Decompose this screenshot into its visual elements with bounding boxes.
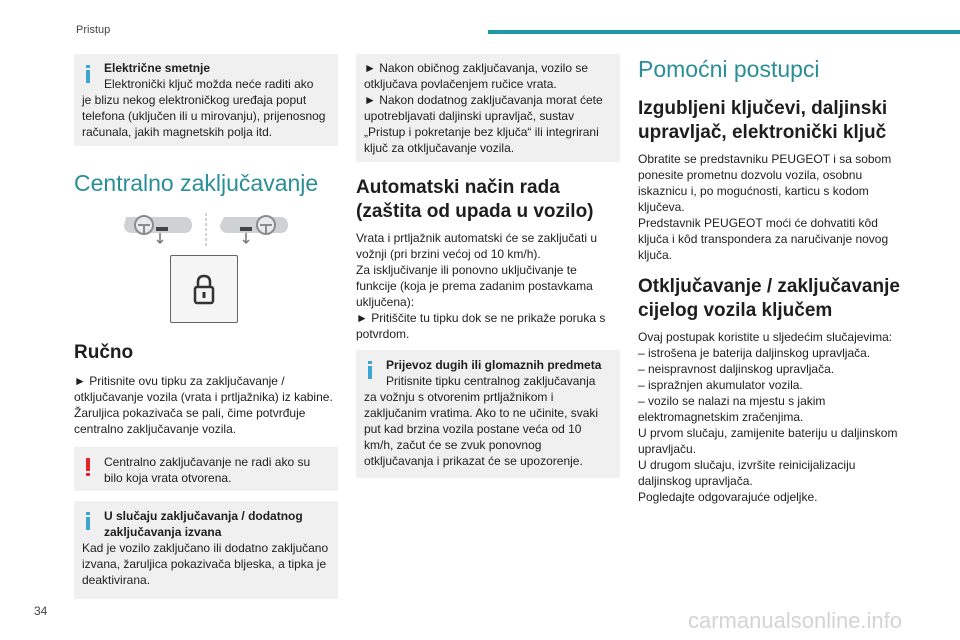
note-lead: Pritisnite tipku centralnog zaključavanja <box>386 374 596 388</box>
note-body: za vožnju s otvorenim prtljažnikom i zaključanim vratima. Ako to ne učinite, svaki put kad brzina vozila postane veća od 10 km/h, začut će se zvuk ponovnog otključavanja i prikazat će se upozorenje. <box>364 390 599 468</box>
note-body: je blizu nekog elektroničkog uređaja poput telefona (uključen ili u mirovanju), prijenosnog računala, jakih magnetskih polja itd. <box>82 93 326 139</box>
info-icon <box>86 65 90 68</box>
section-title-backup-procedures: Pomoćni postupci <box>638 56 820 82</box>
manual-instructions: ► Pritisnite ovu tipku za zaključavanje / otključavanje vozila (vrata i prtljažnika) iz kabine. Žaruljica pokazivača se pali, čime potvrđuje centralno zaključavanje vozila. <box>74 374 333 436</box>
note-title: Prijevoz dugih ili glomaznih predmeta <box>386 358 602 372</box>
lost-keys-text: Obratite se predstavniku PEUGEOT i sa sobom ponesite prometnu dozvolu vozila, osobnu iskaznicu i, po mogućnosti, karticu s kodom ključeva. Predstavnik PEUGEOT moći će dohvatiti kôd ključa i kôd transpondera za naručivanje novog ključa. <box>638 152 892 262</box>
note-title: Električne smetnje <box>104 61 211 75</box>
info-icon <box>368 361 372 364</box>
section-title-central-locking: Centralno zaključavanje <box>74 170 319 196</box>
note-title: U slučaju zaključavanja / dodatnog zaključavanja izvana <box>104 509 303 539</box>
section-label: Pristup <box>76 24 111 36</box>
key-locking-text: Ovaj postupak koristite u sljedećim slučajevima: – istrošena je baterija daljinskog upravljača. – neispravnost daljinskog upravljača. – ispražnjen akumulator vozila. – vozilo se nalazi na mjestu s jakim elektromagnetskim zračenjima. U prvom slučaju, zamijenite bateriju u daljinskom upravljaču. U drugom slučaju, izvršite reinicijalizaciju daljinskog upravljača. Pogledajte odgovarajuće odjeljke. <box>638 330 898 504</box>
subsection-title-key-locking: Otključavanje / zaključavanje cijelog vozila ključem <box>638 276 900 321</box>
lock-icon <box>171 256 237 322</box>
central-locking-illustration <box>74 209 338 249</box>
note-unlocking <box>356 54 620 162</box>
note-interference <box>74 54 338 146</box>
key-remote-icon <box>74 209 338 249</box>
note-body: Kad je vozilo zaključano ili dodatno zaključano izvana, žaruljica pokazivača bljeska, a tipka je deaktivirana. <box>82 541 329 587</box>
page-number: 34 <box>34 604 48 618</box>
column-right <box>638 54 902 505</box>
column-left <box>74 54 338 599</box>
subsection-title-automatic-mode: Automatski način rada (zaštita od upada u vozilo) <box>356 177 594 222</box>
warning-text: Centralno zaključavanje ne radi ako su bilo koja vrata otvorena. <box>104 455 311 485</box>
automatic-mode-instructions: Vrata i prtljažnik automatski će se zaključati u vožnji (pri brzini većoj od 10 km/h). Za isključivanje ili ponovno uključivanje te funkcije (koja je prema zadanim postavkama uključena): ► Pritiščite tu tipku dok se ne prikaže poruka s potvrdom. <box>356 231 606 341</box>
warning-icon <box>86 458 90 471</box>
watermark: carmanualsonline.info <box>688 608 903 633</box>
column-middle <box>356 54 620 478</box>
subsection-title-lost-keys: Izgubljeni ključevi, daljinski upravljač, elektronički ključ <box>638 98 888 143</box>
info-icon <box>86 512 90 515</box>
subsection-title-manual: Ručno <box>74 342 134 363</box>
note-lead: Elektronički ključ možda neće raditi ako <box>104 77 314 91</box>
note-external-locking <box>74 501 338 599</box>
central-locking-button <box>170 255 238 323</box>
header-accent-bar <box>488 30 960 34</box>
note-long-objects <box>356 350 620 478</box>
note-body: ► Nakon običnog zaključavanja, vozilo se otključava povlačenjem ručice vrata. ► Nakon dodatnog zaključavanja morat ćete upotrebljavati daljinski upravljač, sustav „Pristup i pokretanje bez ključa“ ili integrirani ključ za otključavanje vozila. <box>364 61 603 155</box>
warning-note <box>74 447 338 491</box>
